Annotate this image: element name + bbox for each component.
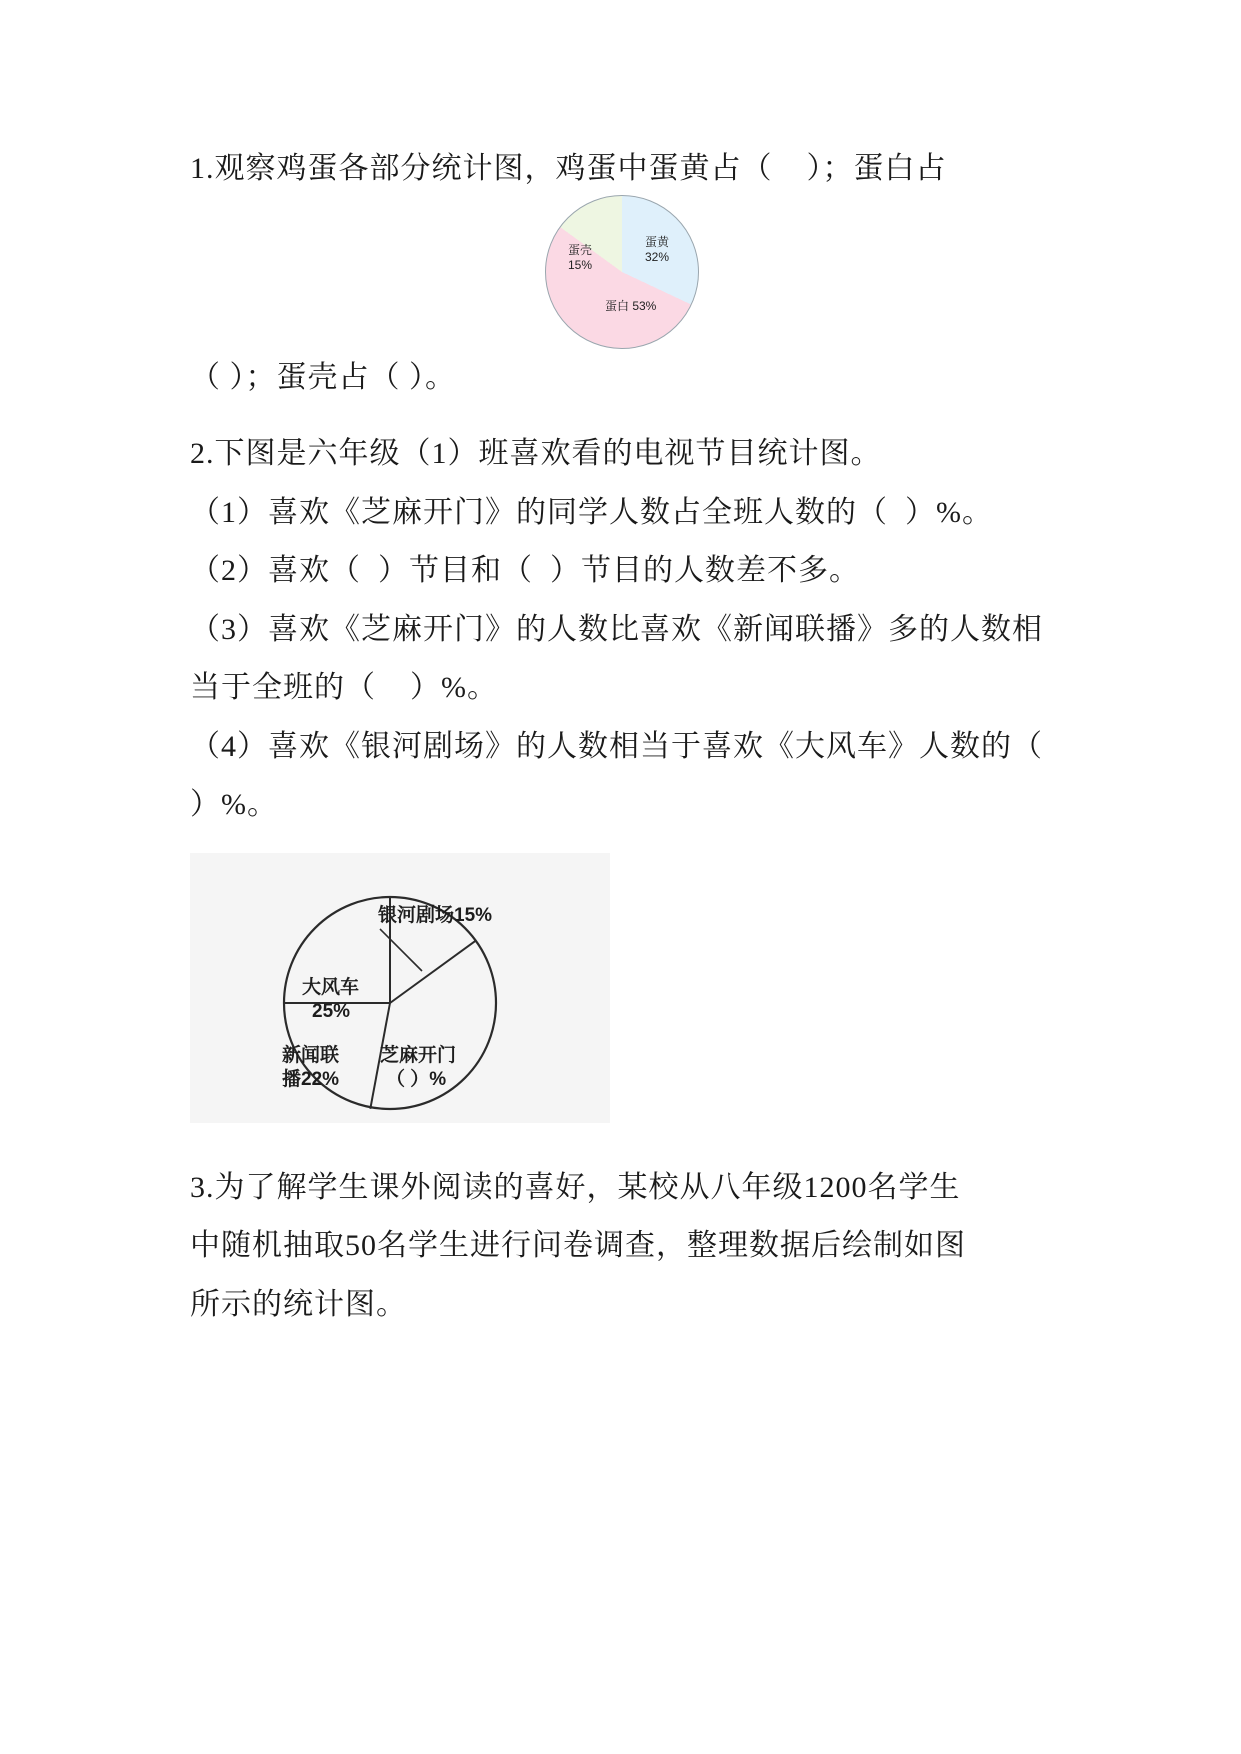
tv-label-sesame-line2: （ ）% (386, 1068, 447, 1090)
tv-label-windmill-name: 大风车 (302, 976, 360, 998)
egg-slice-label-white: 蛋白 53% (605, 298, 657, 313)
tv-program-pie-chart (190, 853, 610, 1123)
question-1 (190, 140, 1091, 407)
spacer (190, 413, 1091, 425)
egg-slice-label-yolk (645, 235, 669, 265)
egg-shell-name: 蛋壳 (568, 242, 593, 257)
tv-pie-svg (190, 853, 610, 1123)
egg-shell-value: 15% (568, 257, 593, 272)
tv-label-sesame-line1: 芝麻开门 (380, 1044, 457, 1066)
question-3-line-2: 中随机抽取50名学生进行问卷调查，整理数据后绘制如图 (190, 1229, 966, 1262)
question-2-sub-3-cont: 当于全班的（ ）%。 (190, 671, 498, 704)
question-3-line-1: 3.为了解学生课外阅读的喜好，某校从八年级1200名学生 (190, 1170, 961, 1204)
question-2 (190, 425, 1091, 835)
question-2-stem: 2.下图是六年级（1）班喜欢看的电视节目统计图。 (190, 437, 882, 470)
spacer (190, 1133, 1091, 1159)
egg-slice-label-shell (568, 243, 592, 273)
egg-yolk-value: 32% (645, 249, 670, 264)
tv-label-news-line2: 播22% (282, 1068, 340, 1090)
question-2-sub-2: （2）喜欢（ ）节目和（ ）节目的人数差不多。 (190, 554, 860, 587)
question-2-sub-4: （4）喜欢《银河剧场》的人数相当于喜欢《大风车》人数的（ (190, 729, 1043, 763)
question-1-line-1: 1.观察鸡蛋各部分统计图，鸡蛋中蛋黄占（ ）；蛋白占 (190, 152, 947, 185)
question-2-sub-3: （3）喜欢《芝麻开门》的人数比喜欢《新闻联播》多的人数相 (190, 612, 1043, 646)
question-2-sub-1: （1）喜欢《芝麻开门》的同学人数占全班人数的（ ）%。 (190, 495, 993, 529)
question-3 (190, 1159, 1091, 1335)
egg-yolk-name: 蛋黄 (645, 234, 670, 249)
tv-label-galaxy: 银河剧场15% (378, 904, 493, 926)
tv-label-windmill-value: 25% (312, 1000, 351, 1022)
question-2-sub-4-cont: ）%。 (190, 788, 278, 821)
question-1-line-2: （ ）；蛋壳占（ ）。 (190, 360, 456, 394)
egg-pie-chart (190, 199, 1091, 349)
question-3-line-3: 所示的统计图。 (190, 1287, 407, 1321)
tv-label-news-line1: 新闻联 (282, 1044, 340, 1066)
